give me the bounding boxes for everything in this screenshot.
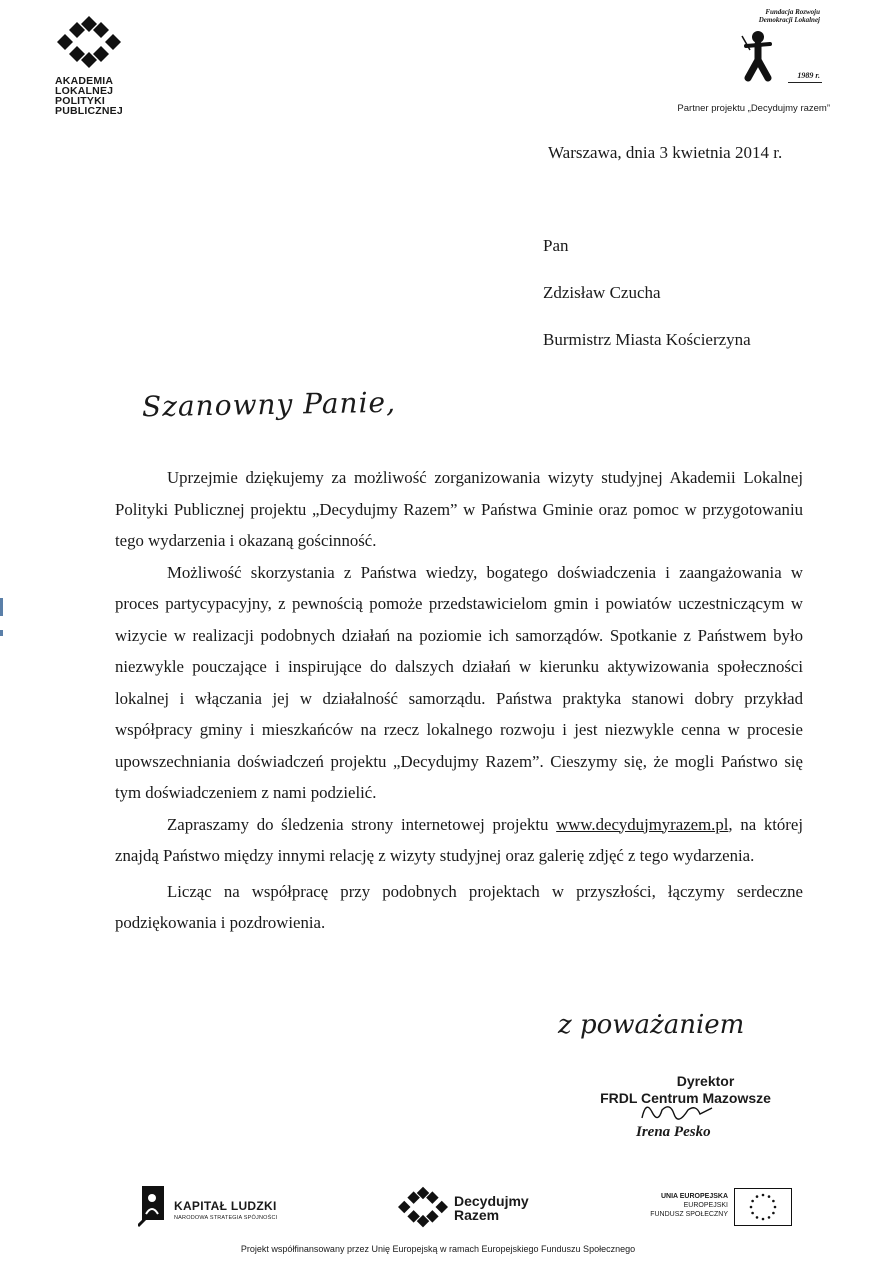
decydujmy-razem-logo [398,1186,538,1230]
kapital-ludzki-subtitle: NARODOWA STRATEGIA SPÓJNOŚCI [174,1215,278,1221]
eu-line: FUNDUSZ SPOŁECZNY [650,1211,728,1218]
akademia-logo [55,16,135,121]
body-paragraph: Licząc na współpracę przy podobnych projektach w przyszłości, łączymy serdeczne podziękowania i pozdrowienia. [115,881,803,932]
eu-logo [630,1188,800,1228]
frdl-logo-line: Fundacja Rozwoju [765,8,820,16]
akademia-logo-line: POLITYKI [55,95,106,107]
recipient-block [543,236,751,350]
cofinance-note: Projekt współfinansowany przez Unię Europejską w ramach Europejskiego Funduszu Społecznego [240,1244,636,1254]
project-website-link[interactable]: www.decydujmyrazem.pl [556,814,729,834]
frdl-figure-icon [736,30,780,82]
letter-body [115,462,803,939]
body-paragraph: Możliwość skorzystania z Państwa wiedzy, bogatego doświadczenia i zaangażowania w proces partycypacyjny, z pewnością pomoże przedstawicielom gmin i powiatów uczestniczącym w wizycie w realizacji podobnych działań na poziomie ich samorządów. Spotkanie z Państwem było niezwykle pouczające i inspirujące do dalszych działań w kierunku aktywizowania społeczności lokalnej i włączania jej w działalność samorządu. Państwa praktyka stanowi dobry przykład współpracy gminy i mieszkańców na rzecz lokalnego rozwoju i jest niezwykle cenna w procesie upowszechniania doświadczeń projektu „Decydujmy Razem”. Cieszymy się, że mogli Państwo się tym doświadczeniem z nami podzielić. [115,562,803,802]
recipient-line: Zdzisław Czucha [543,283,661,302]
akademia-logo-line: LOKALNEJ [55,85,114,97]
signature-title: Dyrektor [676,1073,735,1089]
partner-text: Partner projektu „Decydujmy razem” [677,103,830,114]
scan-edge-mark [0,598,3,616]
frdl-logo [728,8,824,88]
kapital-ludzki-title: KAPITAŁ LUDZKI [174,1199,277,1213]
eu-line: EUROPEJSKI [683,1202,728,1209]
akademia-logo-line: AKADEMIA [55,75,114,87]
handwritten-closing: z poważaniem [558,1010,745,1040]
kapital-ludzki-emblem-icon [138,1186,166,1228]
decydujmy-razem-line: Razem [454,1207,500,1223]
scan-edge-mark [0,630,3,636]
body-paragraph [115,809,803,872]
akademia-logo-icon [57,16,121,68]
akademia-logo-line: PUBLICZNEJ [55,105,123,117]
eu-flag-icon [734,1188,792,1226]
frdl-logo-line: Demokracji Lokalnej [758,16,820,24]
recipient-line: Pan [543,236,569,255]
body-paragraph: Uprzejmie dziękujemy za możliwość zorganizowania wizyty studyjnej Akademii Lokalnej Polityki Publicznej projektu „Decydujmy Razem” w Państwa Gminie oraz pomoc w przygotowaniu tego wydarzenia i okazaną gościnność. [115,468,803,550]
recipient-line: Burmistrz Miasta Kościerzyna [543,330,751,349]
kapital-ludzki-logo [138,1186,308,1230]
handwritten-salutation: Szanowny Panie, [141,385,397,424]
decydujmy-razem-line: Decydujmy [454,1193,529,1209]
frdl-year: 1989 r. [797,71,820,80]
decydujmy-razem-logo-icon [398,1186,448,1228]
paragraph-text: , na której znajdą Państwo między innymi relację z wizyty studyjnej oraz galerię zdjęć z tego wydarzenia. [115,814,803,865]
signature-scrawl-icon [640,1098,720,1126]
handwritten-signature [640,1098,720,1126]
eu-line: UNIA EUROPEJSKA [660,1193,728,1200]
signature-name: Irena Pesko [636,1124,711,1140]
paragraph-text: Zapraszamy do śledzenia strony internetowej projektu [167,814,557,834]
signature-org: FRDL Centrum Mazowsze [600,1090,771,1106]
letter-date: Warszawa, dnia 3 kwietnia 2014 r. [548,143,783,162]
frdl-underline [788,82,822,83]
